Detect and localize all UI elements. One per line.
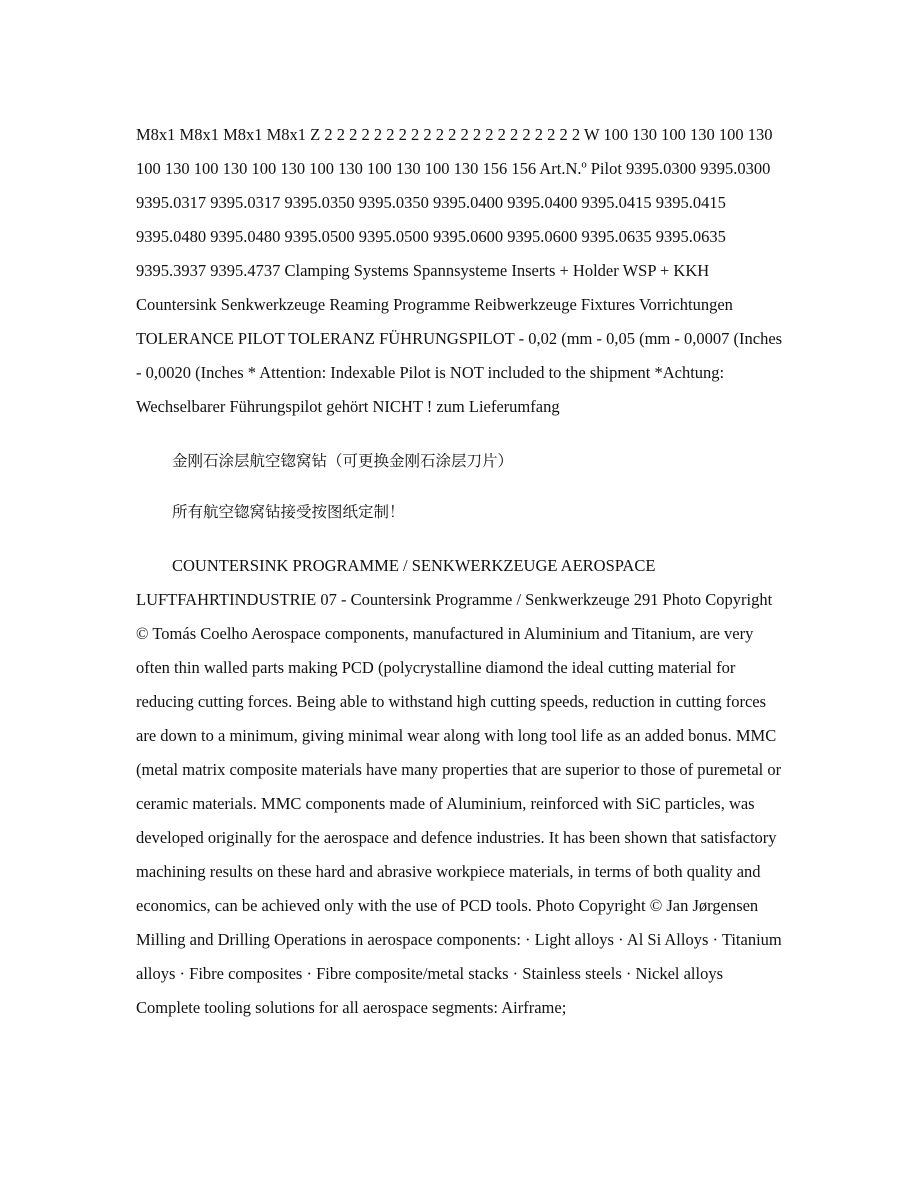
document-body: [136, 118, 784, 1025]
chinese-heading-diamond-countersink: 金刚石涂层航空锪窝钻（可更换金刚石涂层刀片）: [172, 452, 514, 470]
chinese-heading-custom-drawings: 所有航空锪窝钻接受按图纸定制！: [172, 503, 405, 521]
aerospace-countersink-paragraph: COUNTERSINK PROGRAMME / SENKWERKZEUGE AEROSPACE LUFTFAHRTINDUSTRIE 07 - Countersink Programme / Senkwerkzeuge 291 Photo Copyright © Tomás Coelho Aerospace components, manufactured in Aluminium and Titanium, are very often thin walled parts making PCD (polycrystalline diamond the ideal cutting material for reducing cutting forces. Being able to withstand high cutting speeds, reduction in cutting forces are down to a minimum, giving minimal wear along with long tool life as an added bonus. MMC (metal matrix composite materials have many properties that are superior to those of puremetal or ceramic materials. MMC components made of Aluminium, reinforced with SiC particles, was developed originally for the aerospace and defence industries. It has been shown that satisfactory machining results on these hard and abrasive workpiece materials, in terms of both quality and economics, can be achieved only with the use of PCD tools. Photo Copyright © Jan Jørgensen Milling and Drilling Operations in aerospace components: · Light alloys · Al Si Alloys · Titanium alloys · Fibre composites · Fibre composite/metal stacks · Stainless steels · Nickel alloys Complete tooling solutions for all aerospace segments: Airframe;: [136, 556, 782, 1017]
product-table-paragraph: M8x1 M8x1 M8x1 M8x1 Z 2 2 2 2 2 2 2 2 2 2 2 2 2 2 2 2 2 2 2 2 2 W 100 130 100 130 100 130 100 130 100 130 100 130 100 130 100 130 100 130 156 156 Art.N.º Pilot 9395.0300 9395.0300 9395.0317 9395.0317 9395.0350 9395.0350 9395.0400 9395.0400 9395.0415 9395.0415 9395.0480 9395.0480 9395.0500 9395.0500 9395.0600 9395.0600 9395.0635 9395.0635 9395.3937 9395.4737 Clamping Systems Spannsysteme Inserts + Holder WSP + KKH Countersink Senkwerkzeuge Reaming Programme Reibwerkzeuge Fixtures Vorrichtungen TOLERANCE PILOT TOLERANZ FÜHRUNGSPILOT - 0,02 (mm - 0,05 (mm - 0,0007 (Inches - 0,0020 (Inches * Attention: Indexable Pilot is NOT included to the shipment *Achtung: Wechselbarer Führungspilot gehört NICHT ! zum Lieferumfang: [136, 125, 783, 416]
